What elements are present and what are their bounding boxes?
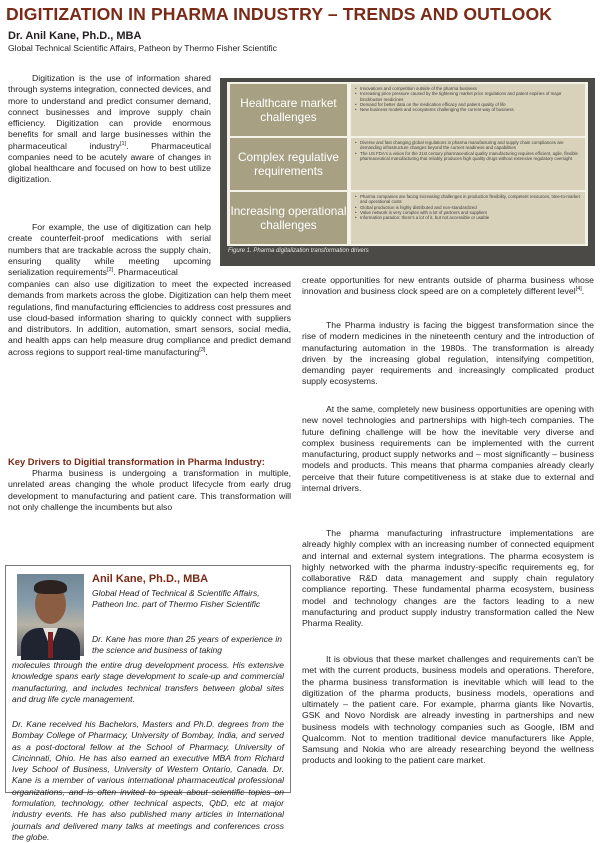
- figure-transformation-drivers: [220, 78, 595, 266]
- figure-bullet: • Increasing price pressure caused by the tightening market price regulations and patent expiries of major blockbuster medicines: [355, 91, 581, 102]
- figure-bullet: • Value network is very complex with a lot of partners and suppliers: [355, 210, 581, 215]
- example-paragraph: For example, the use of digitization can help create counterfeit-proof medications with serial numbers that are trackable across the supply chain, ensuring quality while meeting upcoming serialization requirements[2]. Pharmaceutical: [8, 222, 211, 277]
- drivers-paragraph: Pharma business is undergoing a transformation in multiple, unrelated areas changing the whole product lifecycle from early drug development to manufacturing and patient care. This transformation will not only challenge the incumbents but also: [8, 468, 291, 512]
- bio-paragraph-intro-continued: molecules through the entire drug development process. His extensive knowledge spans early stage development to scale-up and commercial manufacturing, and includes technical transfers between global sites and drug life cycle management.: [12, 660, 284, 704]
- figure-panel: [227, 82, 588, 246]
- figure-bullet: • Demand for better data on the medication efficacy and patient quality of life: [355, 102, 581, 107]
- figure-row-label: Increasing operational challenges: [230, 192, 347, 244]
- figure-bullet: • Information paradox: there's a lot of it, but not accessible or usable: [355, 215, 581, 220]
- figure-row-label: Complex regulative requirements: [230, 138, 347, 190]
- figure-caption: Figure 1. Pharma digitalization transformation drivers: [228, 248, 369, 254]
- bio-paragraph-intro: Dr. Kane has more than 25 years of experience in the science and business of taking: [92, 634, 282, 656]
- bio-role: Global Head of Technical & Scientific Affairs, Patheon Inc. part of Thermo Fisher Scientific: [92, 588, 261, 610]
- bio-paragraph-education: Dr. Kane received his Bachelors, Masters and Ph.D. degrees from the Bombay College of Pharmacy, University of Bombay, India, and served as a post-doctoral fellow at the School of Pharmacy, University of Cincinnati, Ohio. He has also earned an executive MBA from Richard Ivey School of Business, University of Western Ontario, Canada. Dr. Kane is a member of various international pharmaceutical professional organizations, and is often invited to speak about scientific topics on formulation, technology, other technical aspects, QbD, etc at major industry events. He has also published many articles in International journals and delivered many talks at meetings and conferences cross the globe.: [12, 719, 284, 842]
- figure-bullet: • The US FDA's a vision for the 21st century pharmaceutical quality manufacturing requires efficient, agile, flexible pharmaceutical manufacturing that reliably produces high quality drugs without extensive regulatory oversight: [355, 151, 581, 162]
- figure-row-bullets: [351, 138, 585, 190]
- figure-row-label: Healthcare market challenges: [230, 84, 347, 136]
- figure-bullet: • Pharma companies are facing increasing challenges in production flexibility, competent resources, time-to-market and operational costs: [355, 194, 581, 205]
- bio-name: Anil Kane, Ph.D., MBA: [92, 573, 209, 585]
- right-paragraph-1: create opportunities for new entrants outside of pharma business whose innovation and business clock speed are on a completely different level[4].: [302, 275, 594, 297]
- figure-row-operational: [230, 192, 585, 244]
- article-affiliation: Global Technical Scientific Affairs, Patheon by Thermo Fisher Scientific: [8, 43, 277, 53]
- right-paragraph-5: It is obvious that these market challenges and requirements can't be met with the current products, business models and operations. Therefore, the pharma business transformation is inevitable which will lead to the digitization of the pharma products, business models, operations and ultimately – the patient care. For example, pharma giants like Novartis, GSK and Novo Nordisk are already investing in partnerships and new business models with technology companies such as Google, IBM and Qualcomm. Not to mention traditional device manufacturers like Apple, Samsung and Nokia who are already researching beyond the wellness products and looking to the patient care market.: [302, 654, 594, 766]
- figure-row-bullets: [351, 84, 585, 136]
- right-paragraph-3: At the same, completely new business opportunities are opening with new novel technologies and partnerships with high-tech companies. The future defining challenge will be how the inevitable very diverse and complex business requirements can be implemented with the current manufacturing, product supply networks and – most significantly – business models and products. This means that pharma companies already clearly perceive that their future competitiveness is at stake due to external and internal drivers.: [302, 404, 594, 493]
- right-paragraph-2: The Pharma industry is facing the biggest transformation since the rise of modern medicines in the nineteenth century and the introduction of manufacturing automation in the 1980s. The transformation is already driven by the increasing global regulation, intensifying competition, demanding payer requirements and increasingly complicated product supply ecosystems.: [302, 320, 594, 387]
- section-heading: Key Drivers to Digitial transformation in Pharma Industry:: [8, 456, 265, 467]
- right-paragraph-4: The pharma manufacturing infrastructure implementations are already highly complex with an increasing number of connected equipment and internal and external system integrations. The pharma ecosystem is highly networked with the pharma industry-specific requirements eg, for collaborative R&D data management and supply chain regulatory compliance reporting. These fundamental pharma ecosystem, business model and technology changes are the factors leading to a new manufacturing and product supply industry transformation called the New Pharma Reality.: [302, 528, 594, 628]
- figure-row-healthcare: [230, 84, 585, 136]
- figure-bullet: • Global production is highly distributed and non-standardized: [355, 205, 581, 210]
- author-photo: [17, 574, 84, 656]
- article-title: DIGITIZATION IN PHARMA INDUSTRY – TRENDS AND OUTLOOK: [6, 4, 553, 24]
- article-author: Dr. Anil Kane, Ph.D., MBA: [8, 30, 142, 42]
- figure-row-regulative: [230, 138, 585, 190]
- intro-paragraph: Digitization is the use of information shared through systems integration, connected devices, and more to understand and predict consumer demand, connect businesses and improve supply chain efficiency. Digitization can provide enormous benefits for small and large businesses within the pharmaceutical industry[1]. Pharmaceutical companies need to be acutely aware of changes in global healthcare and focused on how to best utilize digitization.: [8, 73, 212, 185]
- figure-bullet: • New business models and ecosystems challenging the current way of business: [355, 107, 581, 112]
- figure-bullet: • Diverse and fast changing global regulations in pharma manufacturing and supply chain compliances are demanding infrastructure changes beyond the current readiness and capabilities: [355, 140, 581, 151]
- figure-bullet: • Innovations and competition outside of the pharma business: [355, 86, 581, 91]
- example-paragraph-continued: companies can also use digitization to meet the expected increased demands from markets across the globe. Digitization can help them meet regulations, find manufacturing efficiencies to address cost pressures and use cloud-based information sharing to quickly connect with suppliers and distributors. In addition, automation, smart sensors, social media, and health apps can help measure drug compliance and predict demand across regions to support real-time manufacturing[3].: [8, 279, 291, 357]
- author-bio-box: [5, 565, 291, 842]
- figure-row-bullets: [351, 192, 585, 244]
